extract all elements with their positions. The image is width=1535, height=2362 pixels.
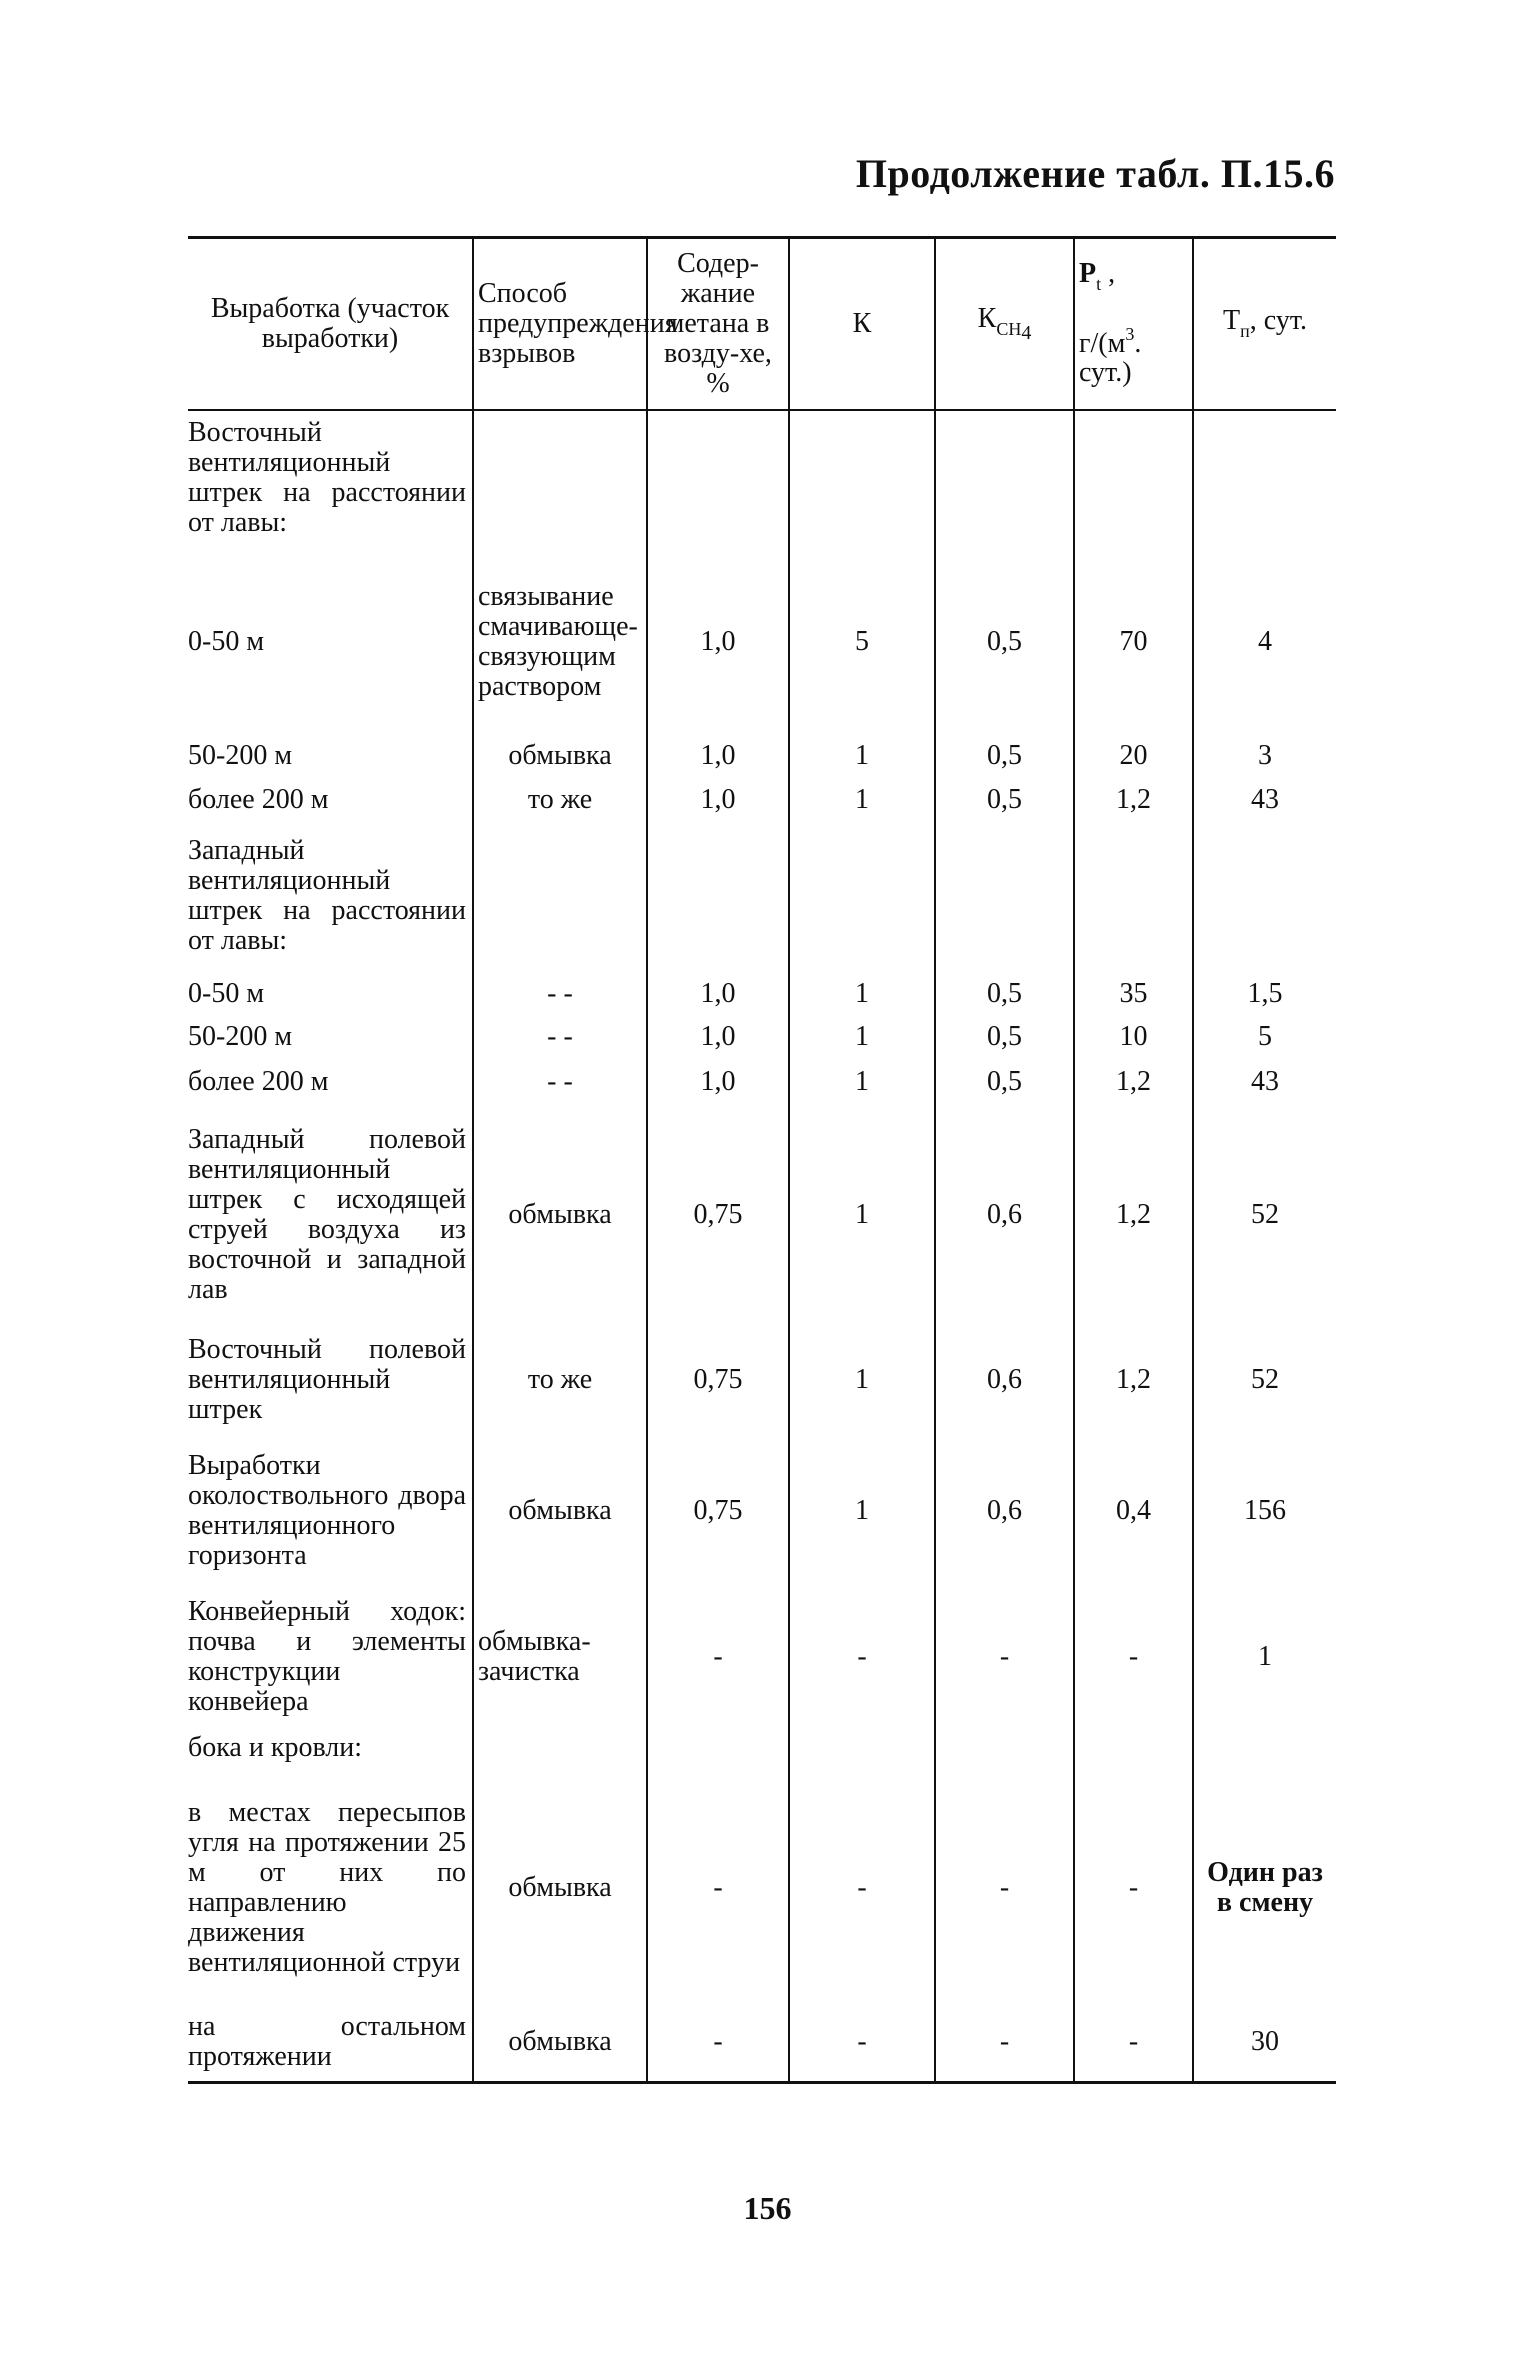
cell-kch4: 0,5 <box>935 973 1074 1015</box>
data-table <box>188 236 1336 2084</box>
cell-k: 1 <box>789 1105 935 1325</box>
cell-methane: 1,0 <box>647 1015 789 1059</box>
cell-pt <box>1074 823 1193 973</box>
cell-pt <box>1074 410 1193 550</box>
cell-method: то же <box>473 1325 647 1435</box>
cell-pt: 70 <box>1074 550 1193 735</box>
cell-tp: 1 <box>1193 1587 1336 1727</box>
cell-pt: 1,2 <box>1074 1059 1193 1105</box>
header-tp: $Т_п$, сут. <box>1193 238 1336 410</box>
cell-method: - - <box>473 1059 647 1105</box>
cell-workings: Западный вентиляционный штрек на расстоянии от лавы: <box>188 834 466 956</box>
cell-method: - - <box>473 973 647 1015</box>
table-body <box>188 410 1336 2083</box>
table-row <box>188 1105 1336 1325</box>
cell-tp: 43 <box>1193 1059 1336 1105</box>
cell-methane: 0,75 <box>647 1435 789 1587</box>
table-caption: Продолжение табл. П.15.6 <box>855 151 1335 196</box>
header-workings: Выработка (участок выработки) <box>210 292 450 354</box>
cell-methane: - <box>647 2003 789 2083</box>
cell-workings: более 200 м <box>188 783 329 815</box>
cell-methane: 0,75 <box>647 1105 789 1325</box>
table-row <box>188 973 1336 1015</box>
cell-kch4: - <box>935 1773 1074 2003</box>
cell-kch4 <box>935 410 1074 550</box>
cell-k <box>789 1727 935 1773</box>
header-methane: Содер-жание метана в возду-хе, % <box>647 238 789 410</box>
cell-tp: 156 <box>1193 1435 1336 1587</box>
cell-kch4: 0,5 <box>935 735 1074 777</box>
cell-methane: 0,75 <box>647 1325 789 1435</box>
cell-tp: 3 <box>1193 735 1336 777</box>
table-row <box>188 1059 1336 1105</box>
table-row <box>188 735 1336 777</box>
header-kch4: $К_{СН4}$ <box>935 238 1074 410</box>
cell-k <box>789 823 935 973</box>
cell-k: 1 <box>789 1059 935 1105</box>
cell-tp: 52 <box>1193 1325 1336 1435</box>
cell-tp: 4 <box>1193 550 1336 735</box>
cell-k <box>789 410 935 550</box>
cell-workings: на остальном протяжении <box>188 2011 466 2072</box>
table-row <box>188 1587 1336 1727</box>
cell-workings: 50-200 м <box>188 1020 293 1052</box>
cell-pt: 1,2 <box>1074 777 1193 823</box>
table-group-row <box>188 410 1336 550</box>
cell-kch4 <box>935 1727 1074 1773</box>
table-group-row <box>188 823 1336 973</box>
cell-pt: 35 <box>1074 973 1193 1015</box>
cell-tp: 1,5 <box>1193 973 1336 1015</box>
cell-kch4: 0,5 <box>935 550 1074 735</box>
cell-tp: 43 <box>1193 777 1336 823</box>
cell-kch4: 0,5 <box>935 1059 1074 1105</box>
cell-k: - <box>789 2003 935 2083</box>
cell-tp <box>1193 410 1336 550</box>
table-row <box>188 1325 1336 1435</box>
cell-tp <box>1193 1727 1336 1773</box>
header-method: Способ предупреждения взрывов <box>473 238 647 410</box>
cell-workings: Восточный полевой вентиляционный штрек <box>188 1333 466 1425</box>
cell-kch4: - <box>935 2003 1074 2083</box>
cell-workings: Западный полевой вентиляционный штрек с исходящей струей воздуха из восточной и западной лав <box>188 1123 466 1305</box>
cell-k: 5 <box>789 550 935 735</box>
cell-workings: Выработки околоствольного двора вентиляционного горизонта <box>188 1449 466 1571</box>
cell-pt: - <box>1074 1587 1193 1727</box>
cell-pt: - <box>1074 1773 1193 2003</box>
table-header-row <box>188 238 1336 410</box>
cell-k: - <box>789 1587 935 1727</box>
cell-tp: Один раз в смену <box>1193 1773 1336 2003</box>
page-number: 156 <box>743 2190 792 2226</box>
cell-pt <box>1074 1727 1193 1773</box>
cell-method <box>473 410 647 550</box>
cell-workings: 50-200 м <box>188 739 293 771</box>
cell-workings: Конвейерный ходок: почва и элементы конструкции конвейера <box>188 1595 466 1717</box>
cell-k: 1 <box>789 1325 935 1435</box>
cell-k: - <box>789 1773 935 2003</box>
cell-kch4: - <box>935 1587 1074 1727</box>
cell-kch4: 0,5 <box>935 1015 1074 1059</box>
cell-pt: - <box>1074 2003 1193 2083</box>
header-pt: $P_t$ , $г/(м^3$. сут.) <box>1074 238 1193 410</box>
cell-method: обмывка-зачистка <box>473 1587 647 1727</box>
cell-method: обмывка <box>473 735 647 777</box>
cell-tp <box>1193 823 1336 973</box>
cell-kch4: 0,6 <box>935 1105 1074 1325</box>
cell-kch4: 0,5 <box>935 777 1074 823</box>
cell-pt: 0,4 <box>1074 1435 1193 1587</box>
cell-method: обмывка <box>473 1105 647 1325</box>
cell-kch4: 0,6 <box>935 1325 1074 1435</box>
cell-methane: - <box>647 1587 789 1727</box>
cell-methane <box>647 410 789 550</box>
cell-kch4: 0,6 <box>935 1435 1074 1587</box>
cell-method: то же <box>473 777 647 823</box>
cell-method <box>473 823 647 973</box>
cell-method: обмывка <box>473 1435 647 1587</box>
table-row <box>188 1015 1336 1059</box>
cell-k: 1 <box>789 1435 935 1587</box>
cell-k: 1 <box>789 973 935 1015</box>
cell-methane <box>647 823 789 973</box>
table-row <box>188 2003 1336 2083</box>
cell-pt: 10 <box>1074 1015 1193 1059</box>
table-group-row <box>188 1727 1336 1773</box>
cell-tp: 52 <box>1193 1105 1336 1325</box>
cell-pt: 20 <box>1074 735 1193 777</box>
cell-methane: 1,0 <box>647 550 789 735</box>
cell-tp: 30 <box>1193 2003 1336 2083</box>
cell-workings: 0-50 м <box>188 977 265 1009</box>
cell-workings: в местах пересыпов угля на протяжении 25 м от них по направлению движения вентиляционной струи <box>188 1796 466 1978</box>
cell-workings: бока и кровли: <box>188 1731 363 1763</box>
cell-method: обмывка <box>473 1773 647 2003</box>
cell-k: 1 <box>789 777 935 823</box>
cell-methane: 1,0 <box>647 777 789 823</box>
cell-k: 1 <box>789 735 935 777</box>
cell-method <box>473 1727 647 1773</box>
table-row <box>188 550 1336 735</box>
cell-methane: 1,0 <box>647 973 789 1015</box>
cell-kch4 <box>935 823 1074 973</box>
table-row <box>188 1773 1336 2003</box>
cell-workings: Восточный вентиляционный штрек на расстоянии от лавы: <box>188 417 466 539</box>
cell-workings: более 200 м <box>188 1065 329 1097</box>
cell-methane: 1,0 <box>647 1059 789 1105</box>
cell-k: 1 <box>789 1015 935 1059</box>
table-row <box>188 777 1336 823</box>
cell-method: - - <box>473 1015 647 1059</box>
cell-methane <box>647 1727 789 1773</box>
table-row <box>188 1435 1336 1587</box>
cell-method: обмывка <box>473 2003 647 2083</box>
header-k: К <box>789 238 935 410</box>
cell-pt: 1,2 <box>1074 1105 1193 1325</box>
cell-workings: 0-50 м <box>188 626 265 658</box>
cell-pt: 1,2 <box>1074 1325 1193 1435</box>
cell-method: связывание смачивающе-связующим раствором <box>473 550 647 735</box>
cell-tp: 5 <box>1193 1015 1336 1059</box>
cell-methane: - <box>647 1773 789 2003</box>
cell-methane: 1,0 <box>647 735 789 777</box>
